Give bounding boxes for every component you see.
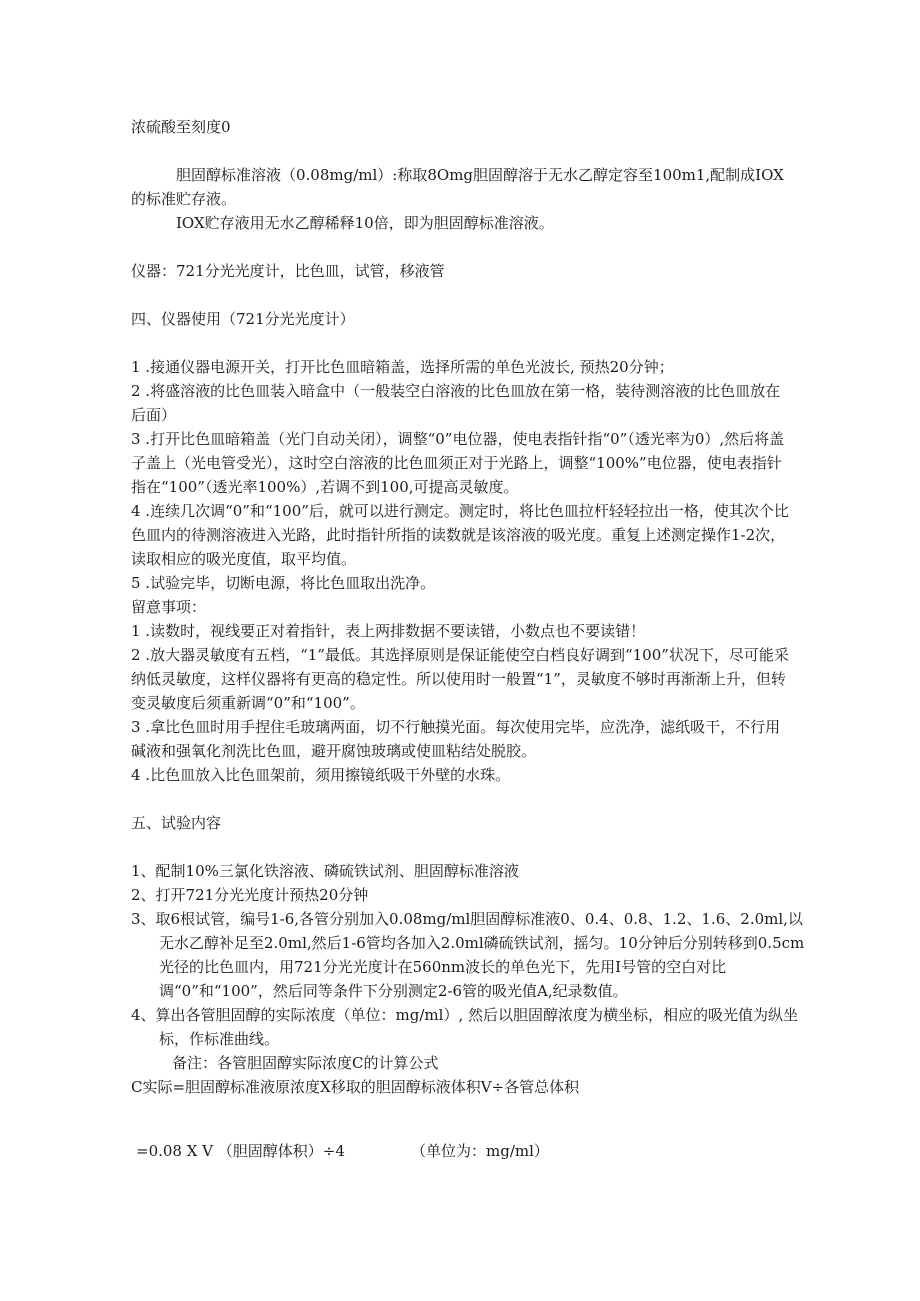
step-4: 4 .连续几次调“0”和“100”后，就可以进行测定。测定时，将比色皿拉杆轻轻拉出一格，使其次个比色皿内的待测溶液进入光路，此时指针所指的读数就是该溶液的吸光度。重复上述测定操作1-2次，读取相应的吸光度值，取平均值。 (131, 502, 789, 568)
formula-line-2: =0.08 X V （胆固醇体积）÷4 (136, 1142, 345, 1160)
section-4-title: 四、仪器使用（721分光光度计） (131, 310, 355, 328)
paragraph-dilution: IOX贮存液用无水乙醇稀释10倍，即为胆固醇标准溶液。 (176, 214, 554, 232)
item-2: 2、打开721分光光度计预热20分钟 (131, 886, 369, 904)
formula-unit: （单位为：mg/ml） (411, 1142, 549, 1160)
step-5: 5 .试验完毕，切断电源，将比色皿取出洗净。 (131, 574, 436, 592)
step-3: 3 .打开比色皿暗箱盖（光门自动关闭），调整“0”电位器，使电表指针指“0”（透光率为0）,然后将盖子盖上（光电管受光），这时空白溶液的比色皿须正对于光路上，调整“100%”电位器，使电表指针指在“100”（透光率100%）,若调不到100,可提高灵敏度。 (131, 430, 785, 496)
step-2: 2 .将盛溶液的比色皿装入暗盒中（一般装空白溶液的比色皿放在第一格，装待测溶液的比色皿放在后面） (131, 382, 781, 424)
item-4: 4、算出各管胆固醇的实际浓度（单位：mg/ml）, 然后以胆固醇浓度为横坐标，相应的吸光值为纵坐标，作标准曲线。 (131, 1006, 798, 1048)
item-1: 1、配制10%三氯化铁溶液、磷硫铁试剂、胆固醇标准溶液 (131, 862, 519, 880)
formula-line-1: C实际=胆固醇标准液原浓度X移取的胆固醇标液体积V÷各管总体积 (131, 1078, 580, 1096)
note-1: 1 .读数时，视线要正对着指针，表上两排数据不要读错，小数点也不要读错！ (131, 622, 646, 640)
note-2: 2 .放大器灵敏度有五档，“1”最低。其选择原则是保证能使空白档良好调到“100”状况下，尽可能采纳低灵敏度，这样仪器将有更高的稳定性。所以使用时一般置“1”，灵敏度不够时再渐渐上升，但转变灵敏度后须重新调“0”和“100”。 (131, 646, 789, 712)
note-4: 4 .比色皿放入比色皿架前，须用擦镜纸吸干外壁的水珠。 (131, 766, 511, 784)
instruments-line: 仪器：721分光光度计，比色皿，试管，移液管 (131, 262, 445, 280)
section-5-title: 五、试验内容 (131, 814, 222, 832)
paragraph-cholesterol-standard: 胆固醇标准溶液（0.08mg/ml）:称取8Omg胆固醇溶于无水乙醇定容至100m1,配制成IOX的标准贮存液。 (131, 166, 784, 208)
item-3: 3、取6根试管，编号1-6,各管分别加入0.08mg/ml胆固醇标准液0、0.4、0.8、1.2、1.6、2.0ml,以无水乙醇补足至2.0ml,然后1-6管均各加入2.0ml磷硫铁试剂，摇匀。10分钟后分别转移到0.5cm光径的比色皿内，用721分光光度计在560nm波长的单色光下，先用I号管的空白对比调“0”和“100”，然后同等条件下分别测定2-6管的吸光值A,纪录数值。 (131, 910, 805, 1000)
note-3: 3 .拿比色皿时用手捏住毛玻璃两面，切不行触摸光面。每次使用完毕，应洗净，滤纸吸干，不行用碱液和强氧化剂洗比色皿，避开腐蚀玻璃或使皿粘结处脱胶。 (131, 718, 781, 760)
paragraph-reagent-end: 浓硫酸至刻度0 (131, 118, 231, 136)
step-1: 1 .接通仪器电源开关，打开比色皿暗箱盖，选择所需的单色光波长, 预热20分钟； (131, 358, 674, 376)
notes-title: 留意事项： (131, 598, 207, 616)
remark-line: 备注：各管胆固醇实际浓度C的计算公式 (172, 1054, 439, 1072)
